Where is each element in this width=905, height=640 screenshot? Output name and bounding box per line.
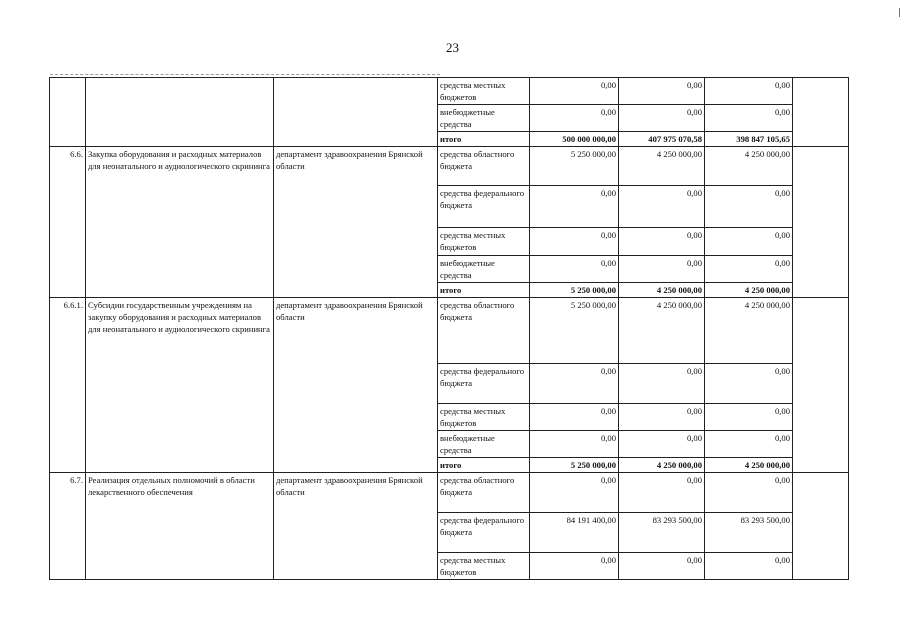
value-cell-1: 0,00: [530, 105, 619, 132]
source-cell: средства местных бюджетов: [438, 228, 530, 256]
value-cell-2: 4 250 000,00: [619, 458, 705, 473]
value-cell-2: 4 250 000,00: [619, 298, 705, 364]
extra-cell: [793, 147, 849, 298]
value-cell-2: 0,00: [619, 473, 705, 513]
value-cell-1: 0,00: [530, 553, 619, 580]
value-cell-3: 83 293 500,00: [705, 513, 793, 553]
value-cell-2: 0,00: [619, 105, 705, 132]
value-cell-2: 0,00: [619, 553, 705, 580]
executor-cell: департамент здравоохранения Брянской области: [274, 473, 438, 580]
budget-table: [49, 77, 849, 580]
value-cell-3: 4 250 000,00: [705, 298, 793, 364]
value-cell-3: 0,00: [705, 473, 793, 513]
code-cell: 6.6.1.: [50, 298, 86, 473]
value-cell-3: 0,00: [705, 431, 793, 458]
name-cell: Реализация отдельных полномочий в области лекарственного обеспечения: [86, 473, 274, 580]
value-cell-3: 4 250 000,00: [705, 458, 793, 473]
executor-cell: департамент здравоохранения Брянской области: [274, 298, 438, 473]
value-cell-1: 5 250 000,00: [530, 298, 619, 364]
value-cell-1: 500 000 000,00: [530, 132, 619, 147]
value-cell-2: 0,00: [619, 256, 705, 283]
source-cell: средства федерального бюджета: [438, 364, 530, 404]
value-cell-3: 0,00: [705, 228, 793, 256]
value-cell-3: 398 847 105,65: [705, 132, 793, 147]
value-cell-2: 407 975 070,58: [619, 132, 705, 147]
value-cell-3: 0,00: [705, 404, 793, 431]
source-cell: итого: [438, 283, 530, 298]
value-cell-3: 0,00: [705, 256, 793, 283]
source-cell: средства областного бюджета: [438, 147, 530, 186]
page-number: 23: [446, 40, 459, 55]
name-cell: [86, 78, 274, 147]
value-cell-2: 0,00: [619, 186, 705, 228]
table-row: [50, 78, 849, 105]
code-cell: [50, 78, 86, 147]
name-cell: Субсидии государственным учреждениям на закупку оборудования и расходных материалов для неонатального и аудиологического скрининга: [86, 298, 274, 473]
page-edge-mark: [899, 8, 900, 17]
value-cell-1: 0,00: [530, 473, 619, 513]
value-cell-1: 5 250 000,00: [530, 458, 619, 473]
source-cell: средства местных бюджетов: [438, 78, 530, 105]
value-cell-2: 4 250 000,00: [619, 283, 705, 298]
value-cell-1: 0,00: [530, 364, 619, 404]
source-cell: средства местных бюджетов: [438, 553, 530, 580]
executor-cell: [274, 78, 438, 147]
extra-cell: [793, 473, 849, 580]
source-cell: средства областного бюджета: [438, 298, 530, 364]
value-cell-3: 4 250 000,00: [705, 283, 793, 298]
value-cell-3: 0,00: [705, 553, 793, 580]
source-cell: итого: [438, 458, 530, 473]
source-cell: средства федерального бюджета: [438, 513, 530, 553]
value-cell-1: 84 191 400,00: [530, 513, 619, 553]
executor-cell: департамент здравоохранения Брянской области: [274, 147, 438, 298]
table-row: [50, 147, 849, 186]
value-cell-2: 0,00: [619, 228, 705, 256]
value-cell-2: 4 250 000,00: [619, 147, 705, 186]
extra-cell: [793, 78, 849, 147]
source-cell: итого: [438, 132, 530, 147]
code-cell: 6.7.: [50, 473, 86, 580]
table-row: [50, 298, 849, 364]
source-cell: внебюджетные средства: [438, 431, 530, 458]
value-cell-3: 0,00: [705, 364, 793, 404]
value-cell-1: 0,00: [530, 404, 619, 431]
value-cell-1: 5 250 000,00: [530, 147, 619, 186]
value-cell-3: 4 250 000,00: [705, 147, 793, 186]
value-cell-1: 0,00: [530, 186, 619, 228]
value-cell-1: 5 250 000,00: [530, 283, 619, 298]
value-cell-1: 0,00: [530, 228, 619, 256]
value-cell-2: 0,00: [619, 404, 705, 431]
value-cell-1: 0,00: [530, 78, 619, 105]
value-cell-1: 0,00: [530, 256, 619, 283]
source-cell: внебюджетные средства: [438, 105, 530, 132]
value-cell-1: 0,00: [530, 431, 619, 458]
source-cell: внебюджетные средства: [438, 256, 530, 283]
value-cell-3: 0,00: [705, 78, 793, 105]
cut-line: [50, 74, 440, 76]
value-cell-2: 0,00: [619, 431, 705, 458]
value-cell-3: 0,00: [705, 105, 793, 132]
code-cell: 6.6.: [50, 147, 86, 298]
value-cell-3: 0,00: [705, 186, 793, 228]
table-row: [50, 473, 849, 513]
value-cell-2: 83 293 500,00: [619, 513, 705, 553]
value-cell-2: 0,00: [619, 78, 705, 105]
source-cell: средства местных бюджетов: [438, 404, 530, 431]
extra-cell: [793, 298, 849, 473]
source-cell: средства федерального бюджета: [438, 186, 530, 228]
value-cell-2: 0,00: [619, 364, 705, 404]
name-cell: Закупка оборудования и расходных материалов для неонатального и аудиологического скрининга: [86, 147, 274, 298]
source-cell: средства областного бюджета: [438, 473, 530, 513]
